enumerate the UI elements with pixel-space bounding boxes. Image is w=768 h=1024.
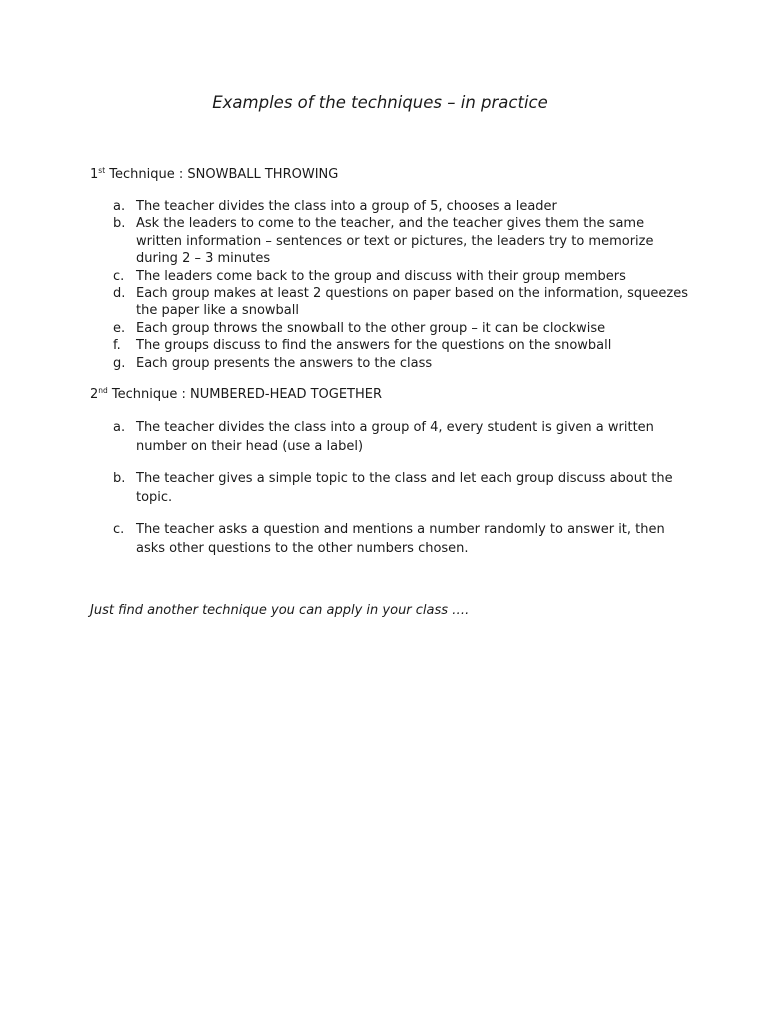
list-item-text: The teacher gives a simple topic to the class and let each group discuss about the topic. xyxy=(136,471,673,505)
list-item-text: The teacher asks a question and mentions a number randomly to answer it, then asks other questions to the other numbers chosen. xyxy=(136,522,665,556)
list-item-text: The teacher divides the class into a group of 4, every student is given a written number on their head (use a label) xyxy=(136,420,654,454)
technique-2-heading xyxy=(90,386,382,403)
list-item xyxy=(90,215,690,267)
technique-2-ordinal-suffix: nd xyxy=(98,386,108,395)
list-marker: b. xyxy=(113,471,126,486)
list-item xyxy=(90,320,690,337)
list-item-text: Each group makes at least 2 questions on paper based on the information, squeezes the paper like a snowball xyxy=(136,286,689,319)
list-item xyxy=(90,418,690,456)
list-item-text: Each group presents the answers to the class xyxy=(136,355,433,371)
document-title: Examples of the techniques – in practice xyxy=(212,93,548,112)
list-item xyxy=(90,268,690,285)
list-marker: e. xyxy=(113,320,126,336)
list-item xyxy=(90,520,690,558)
list-marker: a. xyxy=(113,420,126,435)
list-item xyxy=(90,285,690,320)
list-item xyxy=(90,469,690,507)
list-item xyxy=(90,355,690,372)
list-marker: c. xyxy=(113,268,125,284)
closing-note: Just find another technique you can apply in your class …. xyxy=(90,603,470,618)
list-marker: c. xyxy=(113,522,125,537)
list-marker: g. xyxy=(113,355,126,371)
technique-1-steps xyxy=(90,198,690,372)
technique-2-number: 2 xyxy=(90,387,99,402)
list-item-text: Ask the leaders to come to the teacher, and the teacher gives them the same written information – sentences or text or pictures, the leaders try to memorize during 2 – 3 minutes xyxy=(136,216,654,267)
technique-1-ordinal-suffix: st xyxy=(98,166,106,175)
list-marker: d. xyxy=(113,286,126,302)
technique-2-label: Technique : NUMBERED-HEAD TOGETHER xyxy=(107,387,383,402)
list-item-text: The groups discuss to find the answers for the questions on the snowball xyxy=(136,338,612,354)
list-item xyxy=(90,337,690,354)
list-marker: b. xyxy=(113,216,126,232)
list-marker: f. xyxy=(113,338,121,354)
list-item-text: The leaders come back to the group and discuss with their group members xyxy=(136,268,626,284)
technique-1-heading xyxy=(90,166,338,183)
list-item-text: Each group throws the snowball to the other group – it can be clockwise xyxy=(136,320,606,336)
list-item-text: The teacher divides the class into a group of 5, chooses a leader xyxy=(136,199,557,214)
list-marker: a. xyxy=(113,199,126,214)
list-item xyxy=(90,198,690,215)
technique-1-number: 1 xyxy=(90,167,99,182)
technique-1-label: Technique : SNOWBALL THROWING xyxy=(105,167,339,182)
technique-2-steps xyxy=(90,418,690,571)
